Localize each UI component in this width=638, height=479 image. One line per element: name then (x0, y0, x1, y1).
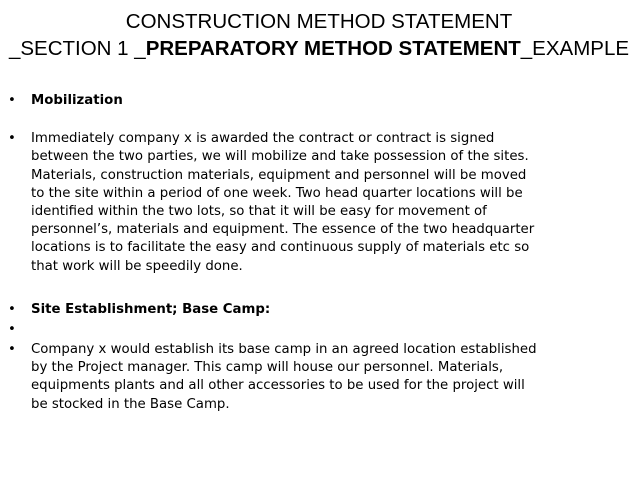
title-prefix: _SECTION 1 _ (8, 37, 146, 60)
bullet-item-empty (8, 321, 633, 339)
bullet-icon: • (8, 301, 16, 317)
bullet-text: Company x would establish its base camp in an agreed location established by the Project manager. This camp will house our personnel. Materials, equipments plants and all other accessories to be used for the project will be stocked in the Base Camp. (31, 342, 537, 412)
title-line-1: CONSTRUCTION METHOD STATEMENT (125, 10, 513, 33)
title-line-2 (0, 35, 638, 62)
bullet-text: Site Establishment; Base Camp: (31, 301, 271, 317)
bullet-icon: • (8, 131, 16, 147)
bullet-item-base-camp-detail (8, 341, 633, 414)
bullet-icon: • (8, 342, 16, 358)
bullet-icon: • (8, 93, 16, 108)
slide-body (8, 92, 633, 414)
title-suffix: _EXAMPLE (520, 37, 630, 60)
bullet-item-mobilization-detail (8, 130, 633, 276)
bullet-text: Immediately company x is awarded the contract or contract is signed between the two parties, we will mobilize and take possession of the sites. Materials, construction materials, equipment and personnel will be moved to the site within a period of one week. Two head quarter locations will be identified within the two lots, so that it will be easy for movement of personnel’s, materials and equipment. The essence of the two headquarter locations is to facilitate the easy and continuous supply of materials etc so that work will be speedily done. (31, 131, 535, 274)
title-bold: PREPARATORY METHOD STATEMENT (145, 37, 521, 60)
bullet-text: Mobilization (31, 93, 123, 108)
bullet-icon: • (8, 322, 16, 338)
bullet-item-mobilization (8, 92, 633, 110)
slide-title (0, 8, 638, 62)
bullet-item-site-establishment (8, 301, 633, 319)
